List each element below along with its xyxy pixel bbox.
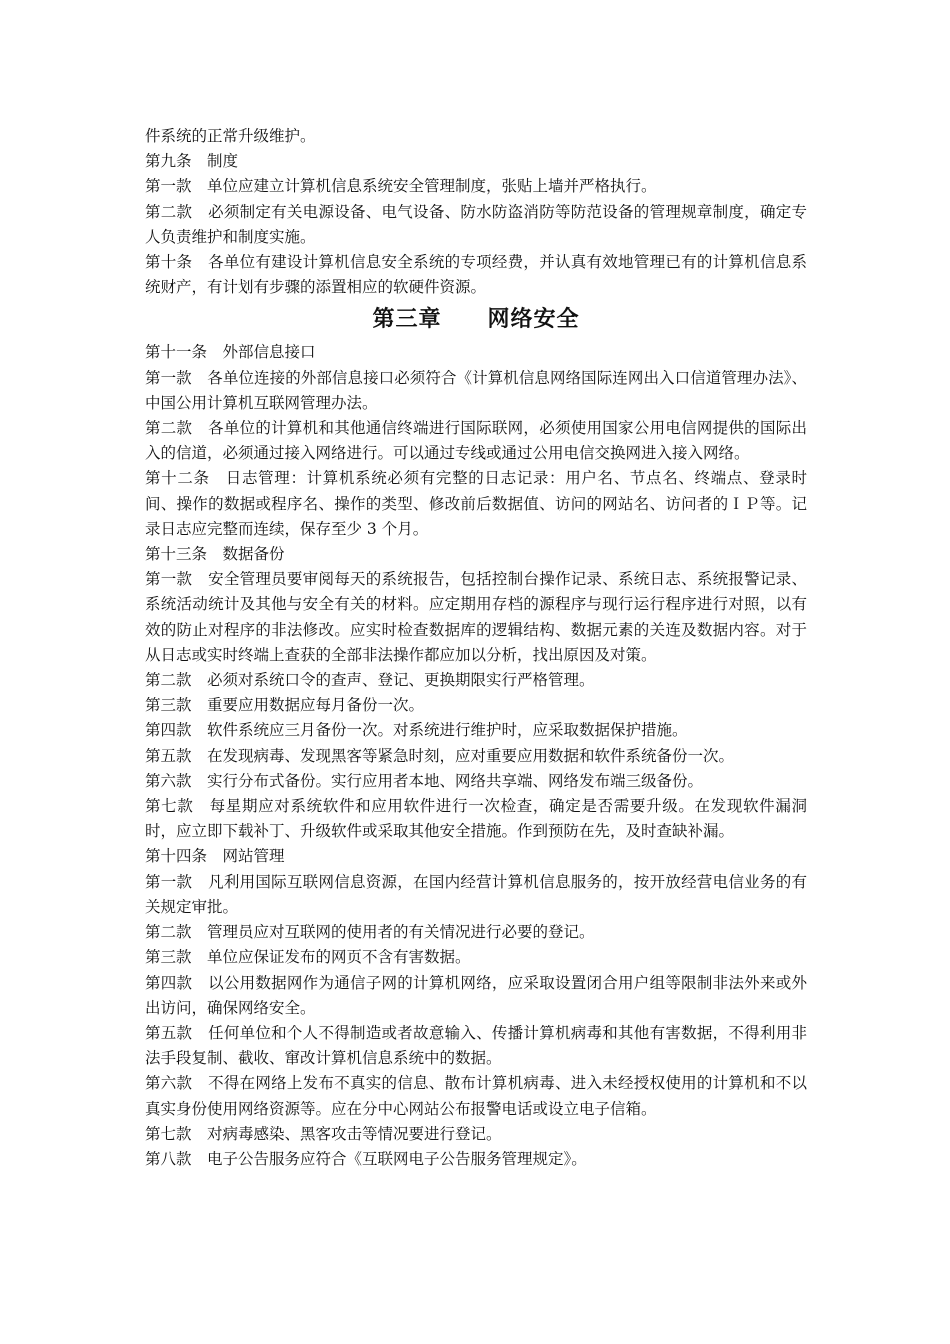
article-12: 第十二条 日志管理：计算机系统必须有完整的日志记录：用户名、节点名、终端点、登录时间、操作的数据或程序名、操作的类型、修改前后数据值、访问的网站名、访问者的ＩＰ等。记录日志应完整而连续，保存至少 3 个月。: [145, 469, 807, 538]
article-13-clause-1: 第一款 安全管理员要审阅每天的系统报告，包括控制台操作记录、系统日志、系统报警记录、系统活动统计及其他与安全有关的材料。应定期用存档的源程序与现行运行程序进行对照，以有效的防止对程序的非法修改。应实时检查数据库的逻辑结构、数据元素的关连及数据内容。对于从日志或实时终端上查获的全部非法操作都应加以分析，找出原因及对策。: [145, 570, 807, 664]
article-14-clause-8: 第八款 电子公告服务应符合《互联网电子公告服务管理规定》。: [145, 1149, 587, 1168]
article-14-clause-7: 第七款 对病毒感染、黑客攻击等情况要进行登记。: [145, 1124, 502, 1143]
article-14-heading: 第十四条 网站管理: [145, 847, 285, 866]
article-14-clause-1: 第一款 凡利用国际互联网信息资源，在国内经营计算机信息服务的，按开放经营电信业务的有关规定审批。: [145, 872, 807, 916]
article-14-clause-5: 第五款 任何单位和个人不得制造或者故意输入、传播计算机病毒和其他有害数据，不得利用非法手段复制、截收、窜改计算机信息系统中的数据。: [145, 1023, 807, 1068]
article-14-clause-3: 第三款 单位应保证发布的网页不含有害数据。: [145, 948, 471, 967]
article-13-clause-2: 第二款 必须对系统口令的查声、登记、更换期限实行严格管理。: [145, 671, 595, 690]
chapter-title: 第三章 网络安全: [372, 306, 580, 333]
article-14-clause-2: 第二款 管理员应对互联网的使用者的有关情况进行必要的登记。: [145, 923, 595, 942]
article-11-clause-1: 第一款 各单位连接的外部信息接口必须符合《计算机信息网络国际连网出入口信道管理办法》、中国公用计算机互联网管理办法。: [145, 368, 807, 412]
paragraph-continuation: 件系统的正常升级维护。: [145, 127, 316, 145]
article-11-clause-2: 第二款 各单位的计算机和其他通信终端进行国际联网，必须使用国家公用电信网提供的国际出入的信道，必须通过接入网络进行。可以通过专线或通过公用电信交换网进入接入网络。: [145, 419, 807, 463]
document-page: [145, 124, 807, 1172]
article-14-clause-4: 第四款 以公用数据网作为通信子网的计算机网络，应采取设置闭合用户组等限制非法外来或外出访问，确保网络安全。: [145, 973, 807, 1017]
article-9-clause-2: 第二款 必须制定有关电源设备、电气设备、防水防盗消防等防范设备的管理规章制度，确定专人负责维护和制度实施。: [145, 202, 807, 246]
article-11-heading: 第十一条 外部信息接口: [145, 343, 316, 362]
article-9-clause-1: 第一款 单位应建立计算机信息系统安全管理制度，张贴上墙并严格执行。: [145, 177, 657, 196]
article-14-clause-6: 第六款 不得在网络上发布不真实的信息、散布计算机病毒、进入未经授权使用的计算机和不以真实身份使用网络资源等。应在分中心网站公布报警电话或设立电子信箱。: [145, 1074, 807, 1118]
article-13-clause-4: 第四款 软件系统应三月备份一次。对系统进行维护时，应采取数据保护措施。: [145, 721, 688, 740]
article-13-clause-3: 第三款 重要应用数据应每月备份一次。: [145, 696, 425, 715]
article-13-clause-5: 第五款 在发现病毒、发现黑客等紧急时刻，应对重要应用数据和软件系统备份一次。: [145, 746, 735, 765]
article-9-heading: 第九条 制度: [145, 152, 239, 171]
article-10: 第十条 各单位有建设计算机信息安全系统的专项经费，并认真有效地管理已有的计算机信息系统财产，有计划有步骤的添置相应的软硬件资源。: [145, 253, 807, 297]
article-13-heading: 第十三条 数据备份: [145, 545, 285, 564]
article-13-clause-7: 第七款 每星期应对系统软件和应用软件进行一次检查，确定是否需要升级。在发现软件漏洞时，应立即下载补丁、升级软件或采取其他安全措施。作到预防在先，及时查缺补漏。: [145, 797, 807, 841]
article-13-clause-6: 第六款 实行分布式备份。实行应用者本地、网络共享端、网络发布端三级备份。: [145, 771, 704, 790]
